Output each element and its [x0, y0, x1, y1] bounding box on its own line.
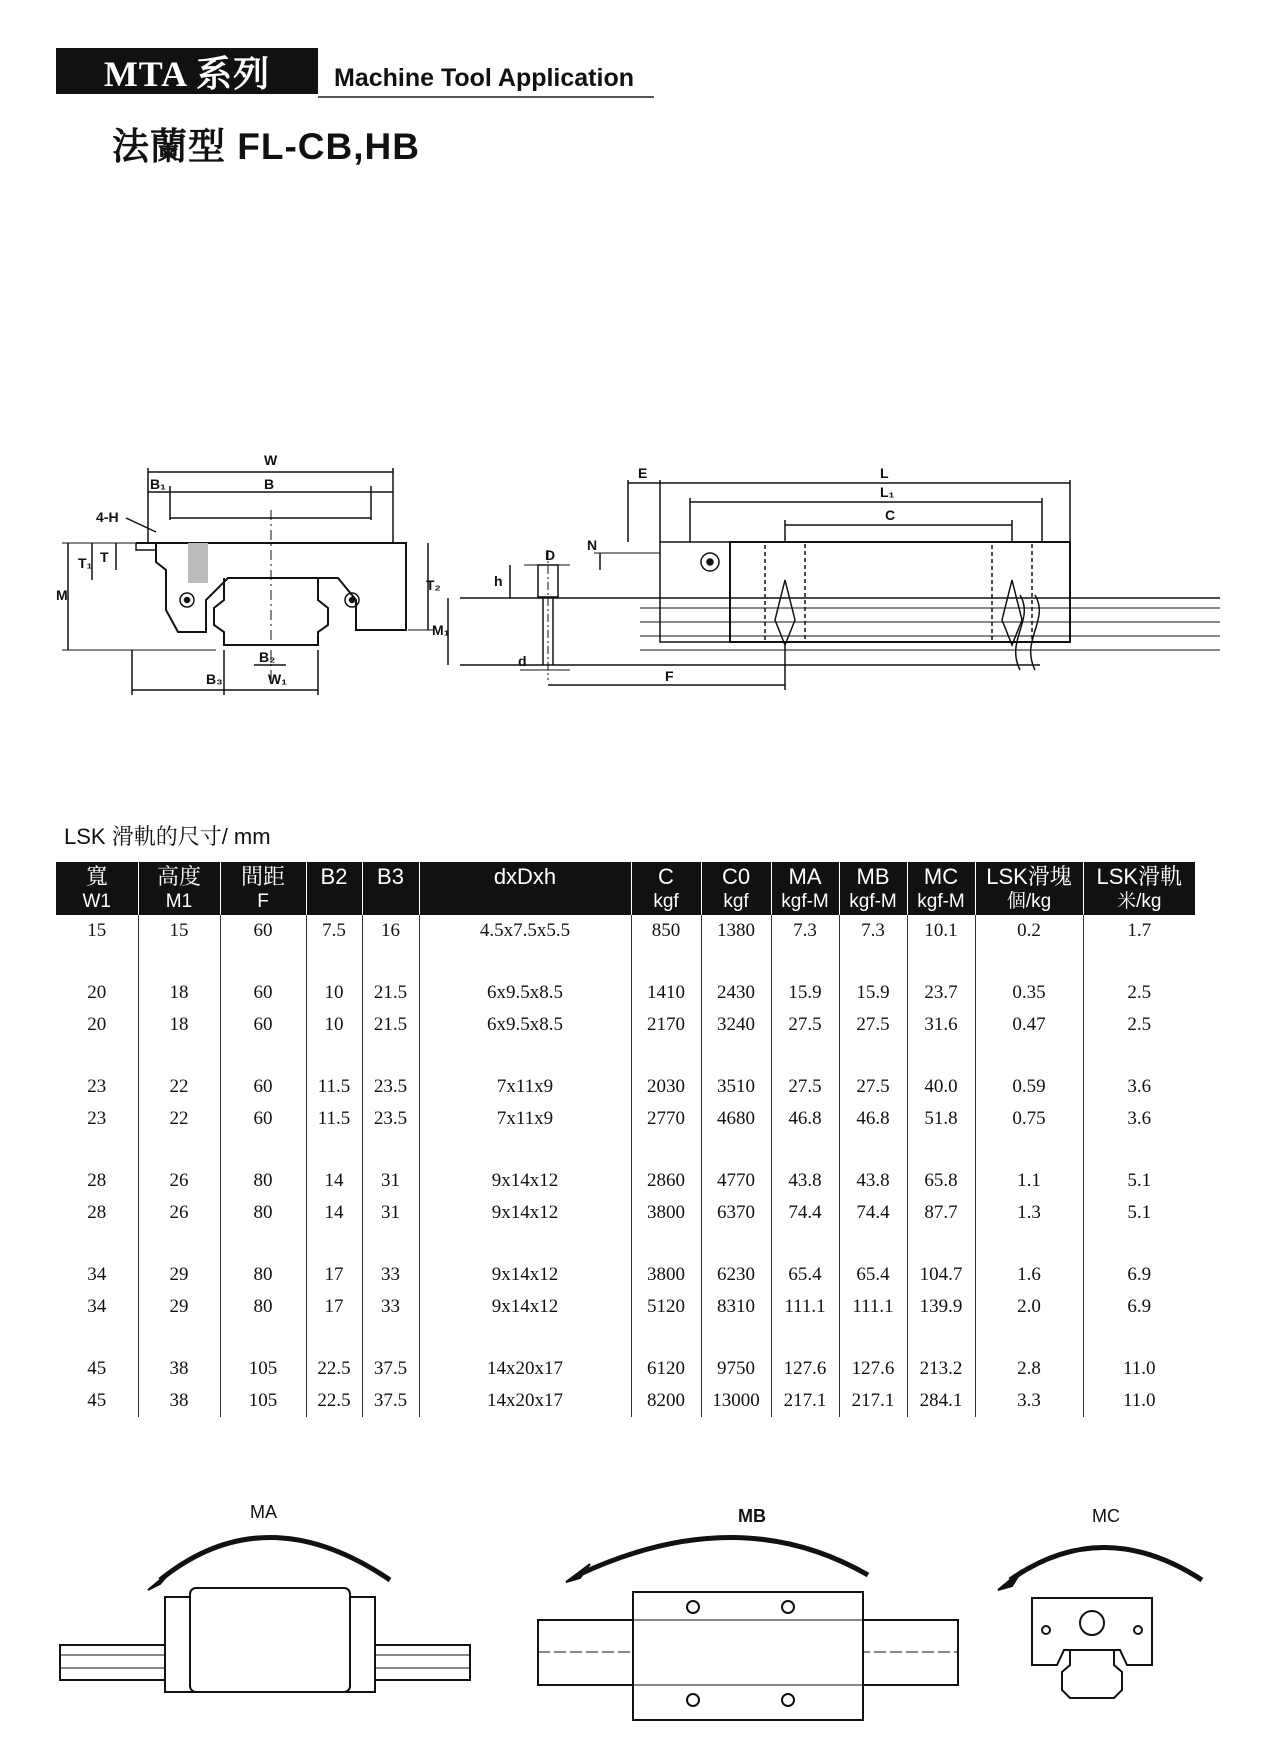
- table-cell: 213.2: [907, 1353, 975, 1385]
- table-cell: 7.3: [771, 915, 839, 947]
- column-header-top: 高度: [156, 864, 201, 889]
- column-header-bottom: [307, 889, 362, 914]
- column-header-bottom: W1: [82, 891, 111, 912]
- table-cell: 31: [362, 1165, 419, 1197]
- table-cell: 1.3: [975, 1197, 1083, 1229]
- column-header: [701, 862, 771, 915]
- column-header: [1083, 862, 1195, 915]
- table-cell: 20: [87, 982, 107, 1003]
- dimension-table: [56, 862, 1195, 1417]
- spacer-cell: [907, 1135, 975, 1165]
- spacer-cell: [975, 1041, 1083, 1071]
- series-title: MTA 系列: [56, 48, 318, 94]
- spacer-cell: [138, 1041, 220, 1071]
- table-cell: 28: [87, 1202, 107, 1223]
- spacer-row: [56, 947, 1195, 977]
- table-cell: 87.7: [907, 1197, 975, 1229]
- table-cell: 80: [220, 1165, 306, 1197]
- table-cell: 23.5: [362, 1103, 419, 1135]
- table-cell: 111.1: [771, 1291, 839, 1323]
- spacer-cell: [631, 947, 701, 977]
- spacer-cell: [306, 1135, 362, 1165]
- table-cell: 18: [138, 977, 220, 1009]
- table-cell: 2.5: [1083, 977, 1195, 1009]
- column-header: [907, 862, 975, 915]
- table-cell: 60: [220, 915, 306, 947]
- table-cell: 1.7: [1083, 915, 1195, 947]
- table-row: [56, 1071, 1195, 1103]
- spacer-cell: [631, 1135, 701, 1165]
- table-cell: 3800: [631, 1259, 701, 1291]
- table-cell: 2770: [631, 1103, 701, 1135]
- table-cell: 13000: [701, 1385, 771, 1417]
- column-header: [631, 862, 701, 915]
- table-cell: 8310: [701, 1291, 771, 1323]
- table-cell: 14: [306, 1165, 362, 1197]
- spacer-cell: [1083, 1135, 1195, 1165]
- dim-F: F: [665, 668, 674, 684]
- table-cell: 111.1: [839, 1291, 907, 1323]
- table-cell: 45: [87, 1358, 107, 1379]
- table-cell: 11.5: [306, 1103, 362, 1135]
- dim-C: C: [885, 507, 896, 523]
- table-cell: 29: [138, 1291, 220, 1323]
- column-header: [419, 862, 631, 915]
- spacer-row: [56, 1229, 1195, 1259]
- table-cell: 38: [138, 1385, 220, 1417]
- moment-diagram-mb: [538, 1500, 958, 1730]
- table-cell: 23.7: [907, 977, 975, 1009]
- table-cell: 3510: [701, 1071, 771, 1103]
- table-cell: 105: [220, 1353, 306, 1385]
- table-cell: 22.5: [306, 1353, 362, 1385]
- column-header-top: B3: [377, 864, 404, 889]
- table-cell: 22: [138, 1071, 220, 1103]
- column-header-bottom: kgf-M: [781, 891, 829, 912]
- table-row: [56, 1165, 1195, 1197]
- table-cell: 27.5: [771, 1071, 839, 1103]
- table-cell: 31: [362, 1197, 419, 1229]
- spacer-cell: [138, 1323, 220, 1353]
- column-header: [306, 862, 362, 915]
- table-cell: 14x20x17: [419, 1353, 631, 1385]
- table-cell: 4.5x7.5x5.5: [419, 915, 631, 947]
- table-cell: 11.5: [306, 1071, 362, 1103]
- spacer-cell: [907, 1041, 975, 1071]
- table-cell: 74.4: [839, 1197, 907, 1229]
- table-cell: 28: [87, 1170, 107, 1191]
- table-caption: LSK 滑軌的尺寸/ mm: [64, 824, 271, 849]
- spacer-cell: [701, 947, 771, 977]
- spacer-cell: [419, 1041, 631, 1071]
- column-header: [220, 862, 306, 915]
- dim-M1: M₁: [432, 622, 450, 638]
- table-cell: 21.5: [362, 1009, 419, 1041]
- table-cell: 0.59: [975, 1071, 1083, 1103]
- table-cell: 60: [220, 1071, 306, 1103]
- spacer-cell: [419, 1323, 631, 1353]
- dim-W1: W₁: [268, 671, 288, 687]
- title-underline: [318, 96, 654, 98]
- table-cell: 60: [220, 1103, 306, 1135]
- table-cell: 34: [87, 1296, 107, 1317]
- spacer-cell: [839, 1323, 907, 1353]
- table-cell: 2860: [631, 1165, 701, 1197]
- dim-M: M: [56, 587, 68, 603]
- table-cell: 17: [306, 1291, 362, 1323]
- column-header-bottom: kgf: [723, 891, 749, 912]
- spacer-cell: [306, 1323, 362, 1353]
- table-row: [56, 1353, 1195, 1385]
- table-cell: 4680: [701, 1103, 771, 1135]
- column-header-top: B2: [320, 864, 348, 889]
- dim-D: D: [545, 547, 556, 563]
- dim-B2: B₂: [259, 649, 276, 665]
- spacer-row: [56, 1041, 1195, 1071]
- table-cell: 9750: [701, 1353, 771, 1385]
- spacer-cell: [839, 1229, 907, 1259]
- table-cell: 37.5: [362, 1385, 419, 1417]
- table-cell: 1.6: [975, 1259, 1083, 1291]
- spacer-cell: [839, 1041, 907, 1071]
- column-header-bottom: kgf-M: [849, 891, 897, 912]
- spacer-cell: [975, 1135, 1083, 1165]
- front-view-diagram: [56, 450, 476, 710]
- table-cell: 46.8: [839, 1103, 907, 1135]
- table-cell: 60: [220, 977, 306, 1009]
- table-cell: 15: [87, 920, 107, 941]
- table-cell: 3.6: [1083, 1103, 1195, 1135]
- table-cell: 27.5: [839, 1071, 907, 1103]
- column-header-bottom: F: [257, 891, 269, 912]
- table-cell: 8200: [631, 1385, 701, 1417]
- table-cell: 2.0: [975, 1291, 1083, 1323]
- spacer-cell: [1083, 1229, 1195, 1259]
- table-cell: 11.0: [1083, 1353, 1195, 1385]
- spacer-row: [56, 1323, 1195, 1353]
- column-header-top: C0: [721, 864, 751, 889]
- table-cell: 3240: [701, 1009, 771, 1041]
- table-cell: 139.9: [907, 1291, 975, 1323]
- table-cell: 33: [362, 1291, 419, 1323]
- table-cell: 23: [87, 1076, 107, 1097]
- column-header: [56, 862, 138, 915]
- table-cell: 4770: [701, 1165, 771, 1197]
- application-title: Machine Tool Application: [334, 64, 634, 92]
- dim-T: T: [100, 549, 109, 565]
- spacer-cell: [975, 947, 1083, 977]
- dim-h: h: [494, 573, 503, 589]
- table-cell: 0.35: [975, 977, 1083, 1009]
- table-cell: 22: [138, 1103, 220, 1135]
- spacer-cell: [907, 1323, 975, 1353]
- table-cell: 9x14x12: [419, 1197, 631, 1229]
- label-mb: MB: [738, 1506, 766, 1526]
- column-header: [771, 862, 839, 915]
- table-cell: 9x14x12: [419, 1165, 631, 1197]
- table-cell: 850: [631, 915, 701, 947]
- column-header-top: MA: [788, 864, 822, 889]
- table-cell: 45: [87, 1390, 107, 1411]
- spacer-cell: [771, 1229, 839, 1259]
- table-row: [56, 915, 1195, 947]
- column-header-bottom: [420, 889, 631, 914]
- table-cell: 105: [220, 1385, 306, 1417]
- column-header-top: dxDxh: [493, 864, 557, 889]
- spacer-cell: [975, 1229, 1083, 1259]
- column-header-top: MB: [856, 864, 890, 889]
- spacer-cell: [362, 1135, 419, 1165]
- table-cell: 6.9: [1083, 1291, 1195, 1323]
- spacer-cell: [56, 1229, 138, 1259]
- table-cell: 18: [138, 1009, 220, 1041]
- table-cell: 6.9: [1083, 1259, 1195, 1291]
- table-cell: 20: [87, 1014, 107, 1035]
- table-cell: 11.0: [1083, 1385, 1195, 1417]
- spacer-cell: [220, 1323, 306, 1353]
- table-cell: 51.8: [907, 1103, 975, 1135]
- table-row: [56, 1009, 1195, 1041]
- table-cell: 3.6: [1083, 1071, 1195, 1103]
- spacer-cell: [771, 1135, 839, 1165]
- table-cell: 17: [306, 1259, 362, 1291]
- table-cell: 23: [87, 1108, 107, 1129]
- table-cell: 26: [138, 1165, 220, 1197]
- table-cell: 127.6: [839, 1353, 907, 1385]
- table-cell: 27.5: [771, 1009, 839, 1041]
- spacer-cell: [362, 1229, 419, 1259]
- table-cell: 6370: [701, 1197, 771, 1229]
- table-cell: 9x14x12: [419, 1291, 631, 1323]
- spacer-cell: [1083, 947, 1195, 977]
- table-cell: 7x11x9: [419, 1103, 631, 1135]
- column-header-bottom: 米/kg: [1117, 891, 1162, 912]
- table-cell: 15.9: [839, 977, 907, 1009]
- dim-B3: B₃: [206, 671, 223, 687]
- table-cell: 7.5: [306, 915, 362, 947]
- spacer-cell: [907, 947, 975, 977]
- table-cell: 74.4: [771, 1197, 839, 1229]
- column-header-bottom: [363, 889, 419, 914]
- dim-E: E: [638, 465, 648, 481]
- column-header: [839, 862, 907, 915]
- table-row: [56, 1197, 1195, 1229]
- table-cell: 284.1: [907, 1385, 975, 1417]
- table-row: [56, 977, 1195, 1009]
- table-row: [56, 1103, 1195, 1135]
- spacer-cell: [306, 947, 362, 977]
- table-cell: 9x14x12: [419, 1259, 631, 1291]
- dim-B1: B₁: [150, 476, 166, 492]
- table-cell: 10: [306, 1009, 362, 1041]
- table-cell: 46.8: [771, 1103, 839, 1135]
- table-cell: 6230: [701, 1259, 771, 1291]
- spacer-cell: [631, 1323, 701, 1353]
- spacer-cell: [220, 1135, 306, 1165]
- spacer-cell: [771, 1323, 839, 1353]
- spacer-cell: [220, 1229, 306, 1259]
- table-cell: 21.5: [362, 977, 419, 1009]
- table-cell: 2.5: [1083, 1009, 1195, 1041]
- table-cell: 80: [220, 1291, 306, 1323]
- table-cell: 217.1: [839, 1385, 907, 1417]
- table-cell: 0.75: [975, 1103, 1083, 1135]
- spacer-cell: [138, 1135, 220, 1165]
- table-cell: 80: [220, 1197, 306, 1229]
- column-header: [362, 862, 419, 915]
- moment-diagram-mc: [992, 1500, 1222, 1730]
- table-cell: 0.2: [975, 915, 1083, 947]
- table-cell: 3.3: [975, 1385, 1083, 1417]
- table-cell: 1380: [701, 915, 771, 947]
- table-cell: 40.0: [907, 1071, 975, 1103]
- table-cell: 26: [138, 1197, 220, 1229]
- dim-T2: T₂: [426, 577, 441, 593]
- table-cell: 104.7: [907, 1259, 975, 1291]
- spacer-cell: [839, 947, 907, 977]
- dim-d: d: [518, 653, 527, 669]
- table-cell: 15.9: [771, 977, 839, 1009]
- spacer-cell: [362, 947, 419, 977]
- column-header-top: C: [658, 864, 674, 889]
- column-header-bottom: kgf-M: [917, 891, 965, 912]
- table-cell: 217.1: [771, 1385, 839, 1417]
- spacer-cell: [701, 1135, 771, 1165]
- spacer-cell: [306, 1041, 362, 1071]
- table-cell: 80: [220, 1259, 306, 1291]
- column-header-top: LSK滑軌: [1096, 864, 1183, 889]
- table-cell: 5120: [631, 1291, 701, 1323]
- table-cell: 65.4: [839, 1259, 907, 1291]
- spacer-cell: [631, 1229, 701, 1259]
- column-header-bottom: kgf: [653, 891, 679, 912]
- table-cell: 60: [220, 1009, 306, 1041]
- spacer-cell: [839, 1135, 907, 1165]
- table-cell: 14: [306, 1197, 362, 1229]
- table-row: [56, 1291, 1195, 1323]
- column-header-top: LSK滑塊: [986, 864, 1072, 889]
- spacer-cell: [701, 1041, 771, 1071]
- column-header: [138, 862, 220, 915]
- table-cell: 43.8: [771, 1165, 839, 1197]
- table-cell: 7x11x9: [419, 1071, 631, 1103]
- table-header-row: [56, 862, 1195, 915]
- spacer-cell: [975, 1323, 1083, 1353]
- label-mc: MC: [1092, 1506, 1120, 1526]
- moment-diagram-ma: [60, 1500, 460, 1730]
- spacer-cell: [56, 1323, 138, 1353]
- dim-N: N: [587, 537, 598, 553]
- spacer-cell: [1083, 1041, 1195, 1071]
- table-cell: 2170: [631, 1009, 701, 1041]
- table-cell: 5.1: [1083, 1165, 1195, 1197]
- type-title: 法蘭型 FL-CB,HB: [112, 126, 420, 167]
- column-header-bottom: 個/kg: [1006, 891, 1052, 912]
- spacer-cell: [362, 1041, 419, 1071]
- spacer-cell: [907, 1229, 975, 1259]
- table-cell: 6120: [631, 1353, 701, 1385]
- table-cell: 6x9.5x8.5: [419, 1009, 631, 1041]
- table-cell: 0.47: [975, 1009, 1083, 1041]
- table-cell: 5.1: [1083, 1197, 1195, 1229]
- spacer-cell: [220, 1041, 306, 1071]
- column-header-top: 寬: [85, 864, 108, 889]
- table-cell: 43.8: [839, 1165, 907, 1197]
- dim-4H: 4-H: [96, 509, 119, 525]
- spacer-cell: [362, 1323, 419, 1353]
- label-ma: MA: [250, 1502, 277, 1522]
- spacer-cell: [419, 1229, 631, 1259]
- table-cell: 37.5: [362, 1353, 419, 1385]
- spacer-cell: [220, 947, 306, 977]
- table-cell: 3800: [631, 1197, 701, 1229]
- spacer-cell: [1083, 1323, 1195, 1353]
- dim-B: B: [264, 476, 275, 492]
- table-cell: 1.1: [975, 1165, 1083, 1197]
- table-cell: 6x9.5x8.5: [419, 977, 631, 1009]
- column-header-top: MC: [923, 864, 959, 889]
- table-cell: 7.3: [839, 915, 907, 947]
- table-cell: 2430: [701, 977, 771, 1009]
- spacer-cell: [419, 947, 631, 977]
- column-header-top: 間距: [240, 864, 285, 889]
- spacer-cell: [56, 1041, 138, 1071]
- table-cell: 34: [87, 1264, 107, 1285]
- spacer-cell: [306, 1229, 362, 1259]
- table-cell: 127.6: [771, 1353, 839, 1385]
- table-cell: 10: [306, 977, 362, 1009]
- table-cell: 23.5: [362, 1071, 419, 1103]
- spacer-cell: [56, 1135, 138, 1165]
- table-cell: 65.4: [771, 1259, 839, 1291]
- table-row: [56, 1385, 1195, 1417]
- dim-L1: L₁: [880, 484, 895, 500]
- spacer-cell: [419, 1135, 631, 1165]
- spacer-cell: [701, 1229, 771, 1259]
- table-cell: 29: [138, 1259, 220, 1291]
- column-header-bottom: M1: [165, 891, 193, 912]
- spacer-cell: [56, 947, 138, 977]
- spacer-cell: [631, 1041, 701, 1071]
- dim-W: W: [264, 452, 278, 468]
- table-cell: 1410: [631, 977, 701, 1009]
- spacer-cell: [138, 1229, 220, 1259]
- table-cell: 31.6: [907, 1009, 975, 1041]
- table-cell: 2030: [631, 1071, 701, 1103]
- table-cell: 15: [138, 915, 220, 947]
- table-cell: 22.5: [306, 1385, 362, 1417]
- dim-T1: T₁: [78, 555, 93, 571]
- dim-L: L: [880, 465, 889, 481]
- table-cell: 27.5: [839, 1009, 907, 1041]
- spacer-cell: [701, 1323, 771, 1353]
- table-cell: 10.1: [907, 915, 975, 947]
- spacer-row: [56, 1135, 1195, 1165]
- table-cell: 14x20x17: [419, 1385, 631, 1417]
- table-cell: 33: [362, 1259, 419, 1291]
- table-cell: 2.8: [975, 1353, 1083, 1385]
- table-row: [56, 1259, 1195, 1291]
- spacer-cell: [771, 947, 839, 977]
- table-cell: 38: [138, 1353, 220, 1385]
- spacer-cell: [771, 1041, 839, 1071]
- spacer-cell: [138, 947, 220, 977]
- column-header: [975, 862, 1083, 915]
- table-cell: 16: [362, 915, 419, 947]
- table-cell: 65.8: [907, 1165, 975, 1197]
